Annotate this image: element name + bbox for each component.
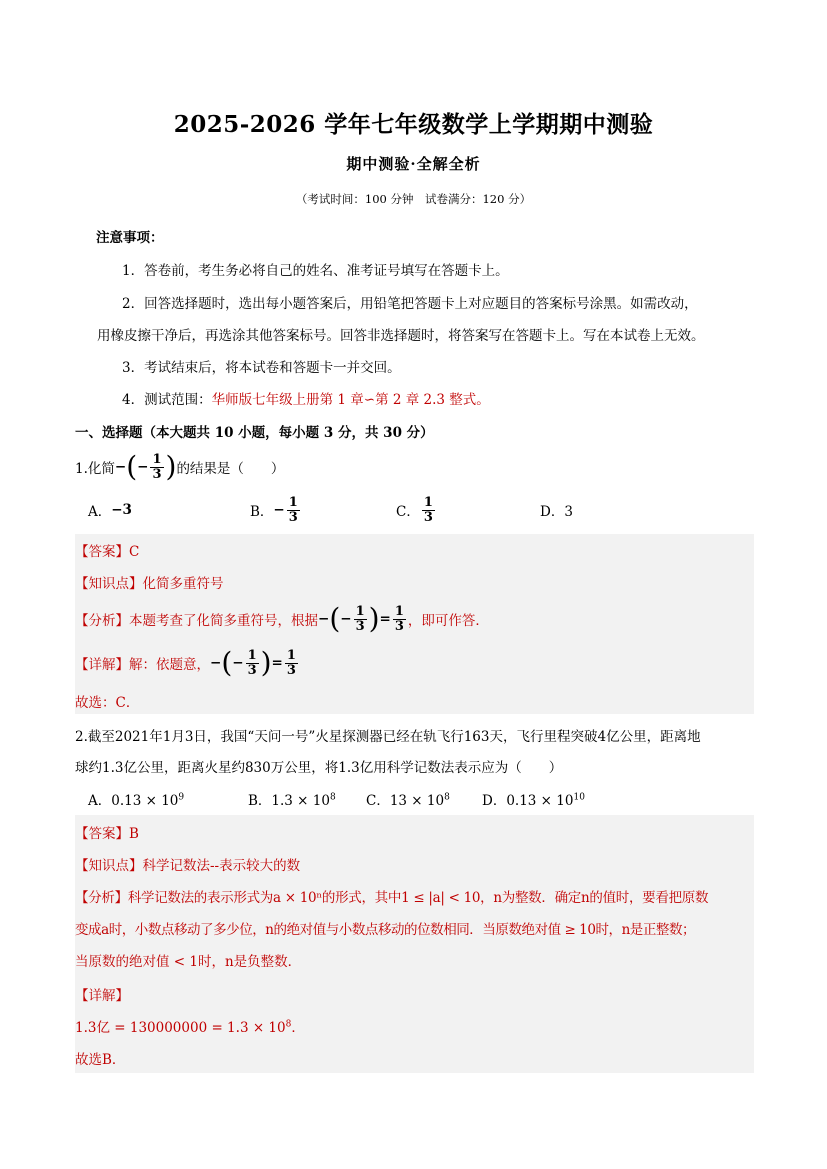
q2-answer: 【答案】B [75,826,139,842]
note-2-line-1: 2．回答选择题时，选出每小题答案后，用铅笔把答题卡上对应题目的答案标号涂黑。如需改动， [122,296,698,312]
q1-choose: 故选：C． [75,695,140,711]
q2-knowledge-point: 【知识点】科学记数法--表示较大的数 [75,858,301,874]
q1-fraction: $\frac{1}{3}$ [152,451,162,482]
note-4-range: 华师版七年级上册第 1 章∽第 2 章 2.3 整式。 [211,392,490,408]
page-title: 2025-2026 学年七年级数学上学期期中测验 [173,111,654,138]
q1-detail: 【详解】 解：依题意， − ( − $\frac{1}{3}$ ) = $\frac{1}{3}$ [75,646,296,679]
q1-prefix: 1.化简 [75,461,115,477]
q2-option-d: D．$0.13 \times 10^{10}$ [482,792,585,809]
q1-option-c: C． $\frac{1}{3}$ [396,494,433,525]
question-1: 1.化简 − ( − $\frac{1}{3}$ ) 的结果是（ ） [75,450,285,483]
section-1-heading: 一、选择题（本大题共 10 小题，每小题 3 分，共 30 分） [75,425,434,441]
notes-heading: 注意事项： [96,230,164,246]
q2-detail-tag: 【详解】 [75,988,129,1004]
q2-choose: 故选B． [75,1052,126,1068]
q2-line-2: 球约1.3亿公里，距离火星约830万公里，将1.3亿用科学记数法表示应为（ ） [75,760,563,776]
q2-detail: 1.3亿 = $130000000 = 1.3 \times 10^8$． [75,1019,305,1036]
page-subtitle: 期中测验·全解全析 [346,155,481,173]
q1-option-b: B． − $\frac{1}{3}$ [250,494,298,525]
note-4-prefix: 4．测试范围： [122,392,212,408]
q1-analysis: 【分析】 本题考查了化简多重符号，根据 − ( − $\frac{1}{3}$ ) = $\frac{1}{3}$ ，即可作答． [75,602,489,635]
q1-option-d: D．3 [540,504,573,520]
q2-analysis-line-1: 【分析】科学记数法的表示形式为a × 10ⁿ的形式，其中1 ≤ |a| < 10，n为整数．确定n的值时，要看把原数 [75,890,709,906]
q1-knowledge-point: 【知识点】化简多重符号 [75,576,224,592]
q2-analysis-line-2: 变成a时，小数点移动了多少位，n的绝对值与小数点移动的位数相同．当原数绝对值 ≥ 10时，n是正整数； [75,922,696,938]
q1-option-a: A． −3 [88,502,132,520]
exam-info: （考试时间：100 分钟 试卷满分：120 分） [295,192,532,206]
q2-option-a: A．$0.13 \times 10^9$ [88,792,185,809]
q2-analysis-line-3: 当原数的绝对值 < 1时，n是负整数． [75,954,302,970]
note-3: 3．考试结束后，将本试卷和答题卡一并交回。 [122,360,401,376]
q2-line-1: 2.截至2021年1月3日，我国“天问一号”火星探测器已经在轨飞行163天，飞行里程突破4亿公里，距离地 [75,729,701,745]
q1-suffix: 的结果是（ ） [176,461,285,477]
q2-option-b: B．$1.3 \times 10^8$ [248,792,336,809]
note-4 [122,388,490,408]
note-1: 1．答卷前，考生务必将自己的姓名、准考证号填写在答题卡上。 [122,263,509,279]
q2-option-c: C．$13 \times 10^8$ [366,792,450,809]
note-2-line-2: 用橡皮擦干净后，再选涂其他答案标号。回答非选择题时，将答案写在答题卡上。写在本试卷上无效。 [97,328,705,344]
q1-answer: 【答案】C [75,544,140,560]
